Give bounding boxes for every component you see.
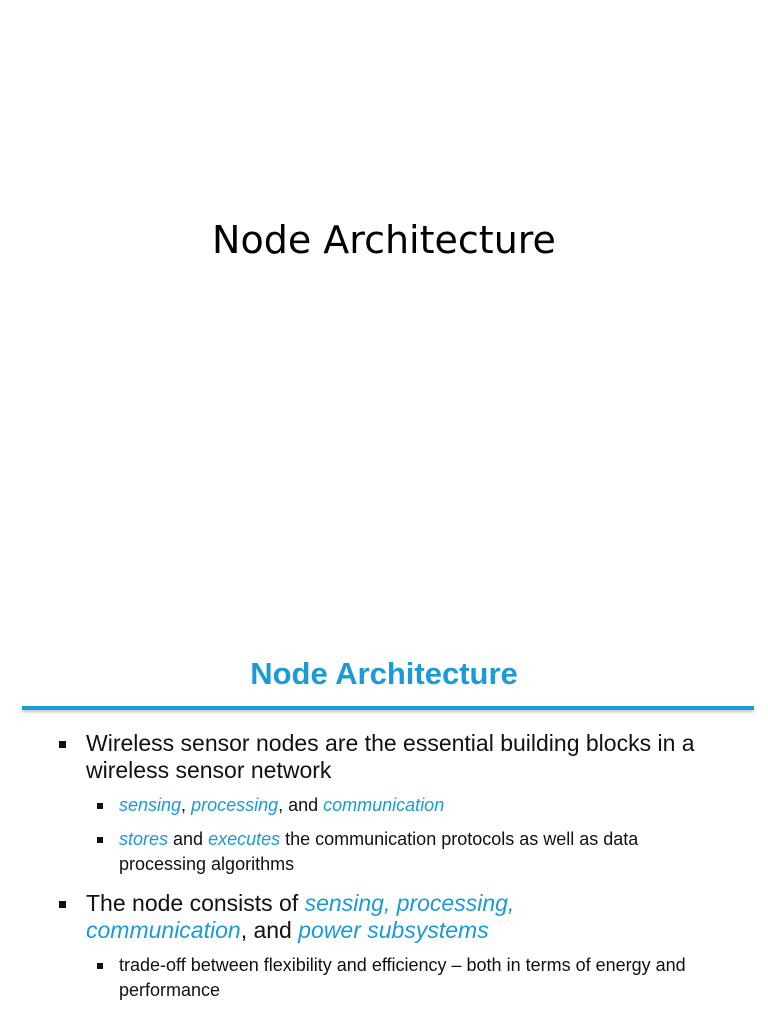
highlight-term: sensing, bbox=[304, 890, 391, 916]
bullet-text: and bbox=[168, 829, 209, 849]
bullet-text: The node consists of bbox=[86, 890, 305, 916]
bullet-text: , and bbox=[240, 917, 299, 943]
bullet-item bbox=[0, 730, 768, 784]
title-divider bbox=[22, 706, 754, 710]
highlight-term: communication bbox=[86, 917, 241, 943]
square-bullet-icon bbox=[59, 901, 66, 908]
slide-title: Node Architecture bbox=[212, 218, 556, 262]
bullet-text: trade-off between flexibility and efficiency – both in terms of energy and performance bbox=[119, 955, 686, 1000]
highlight-term: sensing bbox=[119, 795, 182, 815]
bullet-list bbox=[0, 730, 768, 1003]
bullet-item bbox=[0, 890, 768, 944]
highlight-term: stores bbox=[119, 829, 169, 849]
square-bullet-icon bbox=[97, 803, 103, 809]
sub-bullet-item bbox=[0, 827, 768, 877]
square-bullet-icon bbox=[97, 837, 103, 843]
highlight-term: processing, bbox=[396, 890, 515, 916]
bullet-text: the communication protocols as well as data processing algorithms bbox=[119, 829, 639, 874]
highlight-term: communication bbox=[323, 795, 445, 815]
section-title: Node Architecture bbox=[250, 656, 518, 691]
bullet-text: , and bbox=[278, 795, 324, 815]
square-bullet-icon bbox=[59, 741, 66, 748]
highlight-term: executes bbox=[208, 829, 281, 849]
bullet-text: , bbox=[181, 795, 192, 815]
square-bullet-icon bbox=[97, 963, 103, 969]
highlight-term: processing bbox=[191, 795, 279, 815]
bullet-text: Wireless sensor nodes are the essential building blocks in a wireless sensor network bbox=[86, 730, 695, 783]
sub-bullet-item bbox=[0, 953, 768, 1003]
highlight-term: power subsystems bbox=[298, 917, 489, 943]
sub-bullet-item bbox=[0, 793, 768, 818]
